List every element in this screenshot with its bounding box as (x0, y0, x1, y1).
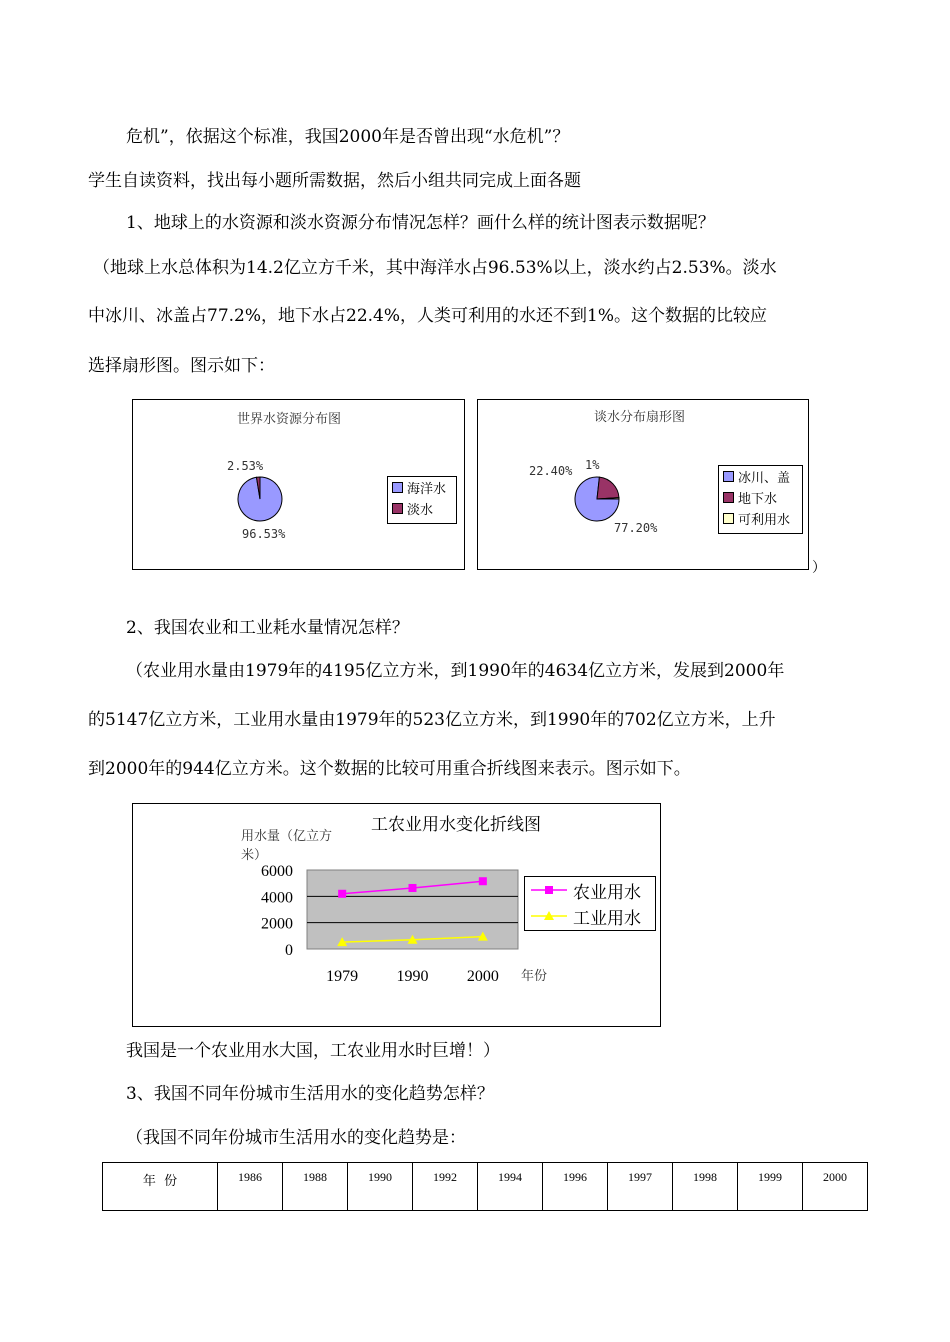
table-cell: 1988 (283, 1163, 348, 1211)
y-tick-label: 0 (285, 942, 293, 959)
pie2-title: 谈水分布扇形图 (594, 410, 686, 425)
pie2-slice-groundwater (597, 477, 619, 499)
x-tick-label: 2000 (466, 968, 499, 985)
text-line-10: 到2000年的944亿立方米。这个数据的比较可用重合折线图来表示。图示如下。 (88, 759, 691, 779)
pie1-legend-label-fresh: 淡水 (407, 503, 434, 518)
table-cell: 1998 (673, 1163, 738, 1211)
text-line-6: 选择扇形图。图示如下： (88, 356, 275, 376)
pie1-legend (387, 476, 457, 524)
line-chart-legend (524, 876, 656, 931)
years-table (102, 1162, 868, 1211)
pie2-legend-label-usable: 可利用水 (738, 513, 791, 528)
table-cell: 1999 (738, 1163, 803, 1211)
pie1-legend-fresh (388, 498, 456, 519)
x-tick-label: 1979 (326, 968, 359, 985)
legend-ind-marker (529, 909, 569, 923)
text-line-5: 中冰川、冰盖占77.2%，地下水占22.4%，人类可利用的水还不到1%。这个数据的比较应 (88, 306, 767, 326)
pie1-legend-swatch-fresh (392, 503, 403, 514)
table-cell: 1990 (348, 1163, 413, 1211)
table-cell: 2000 (803, 1163, 868, 1211)
pie1-legend-swatch-ocean (392, 482, 403, 493)
x-tick-label: 1990 (396, 968, 429, 985)
y-tick-label: 6000 (261, 863, 293, 880)
pie2-legend-label-glacier: 冰川、盖 (738, 471, 791, 486)
pie2-legend-usable (719, 508, 802, 529)
table-cell: 1992 (413, 1163, 478, 1211)
pie2-legend-groundwater (719, 487, 802, 508)
data-point-0-1 (409, 884, 417, 892)
pie2-legend-swatch-usable (723, 513, 734, 524)
y-tick-label: 2000 (261, 915, 293, 933)
pie2-label-glacier: 77.20% (614, 521, 658, 535)
text-line-2: 学生自读资料，找出每小题所需数据，然后小组共同完成上面各题 (88, 171, 581, 191)
text-line-4: （地球上水总体积为14.2亿立方千米，其中海洋水占96.53%以上，淡水约占2.53%。淡水 (93, 258, 777, 278)
pie2-legend (718, 465, 803, 534)
x-axis-label: 年份 (521, 969, 548, 984)
pie2-legend-swatch-glacier (723, 471, 734, 482)
line-chart-ylabel: 用水量（亿立方米） (241, 829, 333, 863)
pie-chart-fresh-water (477, 399, 809, 570)
pie2-legend-glacier (719, 466, 802, 487)
y-tick-label: 4000 (261, 889, 293, 907)
table-cell: 1996 (543, 1163, 608, 1211)
close-paren: ） (812, 560, 826, 576)
pie2-label-groundwater: 22.40% (529, 464, 573, 478)
text-line-8: （农业用水量由1979年的4195亿立方米，到1990年的4634亿立方米，发展到2000年 (126, 661, 785, 681)
pie1-legend-ocean (388, 477, 456, 498)
data-point-0-2 (479, 877, 487, 885)
table-cell: 1994 (478, 1163, 543, 1211)
question-3: 3、我国不同年份城市生活用水的变化趋势怎样？ (126, 1084, 494, 1104)
pie1-label-ocean: 96.53% (242, 527, 286, 541)
line-chart-box (132, 803, 661, 1027)
question-2: 2、我国农业和工业耗水量情况怎样？ (126, 618, 409, 638)
pie1-legend-label-ocean: 海洋水 (407, 482, 447, 497)
text-line-11: 我国是一个农业用水大国，工农业用水时巨增！） (126, 1041, 500, 1061)
pie1-label-fresh: 2.53% (227, 459, 264, 473)
pie2-legend-label-groundwater: 地下水 (738, 492, 778, 507)
line-chart-title: 工农业用水变化折线图 (371, 815, 541, 835)
legend-ind (525, 903, 655, 929)
legend-agri-marker (529, 883, 569, 897)
text-line-9: 的5147亿立方米，工业用水量由1979年的523亿立方米，到1990年的702亿立方米，上升 (88, 710, 776, 730)
table-cell: 1997 (608, 1163, 673, 1211)
text-line-13: （我国不同年份城市生活用水的变化趋势是： (126, 1128, 466, 1148)
table-cell: 1986 (218, 1163, 283, 1211)
data-point-0-0 (338, 890, 346, 898)
pie1-title: 世界水资源分布图 (237, 412, 342, 427)
question-1: 1、地球上的水资源和淡水资源分布情况怎样？画什么样的统计图表示数据呢？ (126, 213, 715, 233)
legend-agri (525, 877, 655, 903)
pie-chart-world-water (132, 399, 465, 570)
table-row (103, 1163, 868, 1211)
legend-agri-label: 农业用水 (573, 882, 641, 903)
table-header-year: 年 份 (103, 1163, 218, 1211)
text-line-1: 危机”，依据这个标准，我国2000年是否曾出现“水危机”？ (126, 127, 570, 147)
legend-ind-label: 工业用水 (573, 908, 641, 929)
pie2-legend-swatch-groundwater (723, 492, 734, 503)
pie2-label-usable: 1% (585, 458, 600, 472)
